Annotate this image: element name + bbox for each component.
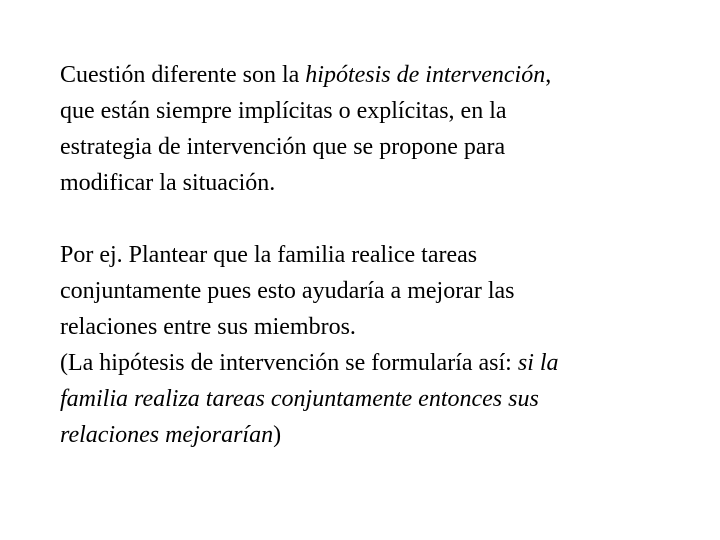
text-line: relaciones mejorarían) bbox=[60, 422, 282, 448]
text-line: relaciones entre sus miembros. bbox=[60, 314, 356, 340]
emphasis-term: hipótesis de intervención bbox=[305, 62, 546, 88]
text-line: estrategia de intervención que se propone para bbox=[60, 134, 506, 160]
emphasis-term: relaciones mejorarían bbox=[60, 422, 274, 448]
text-line: que están siempre implícitas o explícitas, en la bbox=[60, 98, 507, 124]
text-line: Por ej. Plantear que la familia realice tareas bbox=[60, 242, 478, 268]
text-line: Cuestión diferente son la hipótesis de intervención, bbox=[60, 62, 552, 88]
text-line: conjuntamente pues esto ayudaría a mejorar las bbox=[60, 278, 515, 304]
text-line: (La hipótesis de intervención se formularía así: si la bbox=[60, 350, 559, 376]
emphasis-term: si la bbox=[517, 350, 559, 376]
paragraph-spacer bbox=[60, 201, 670, 237]
text-line: familia realiza tareas conjuntamente entonces sus bbox=[60, 386, 539, 412]
paragraph-hypothesis-formulation bbox=[60, 345, 670, 453]
paragraph-intervention-hypothesis bbox=[60, 57, 670, 201]
slide-body bbox=[60, 57, 670, 453]
paragraph-example bbox=[60, 237, 670, 345]
text-line: modificar la situación. bbox=[60, 170, 276, 196]
